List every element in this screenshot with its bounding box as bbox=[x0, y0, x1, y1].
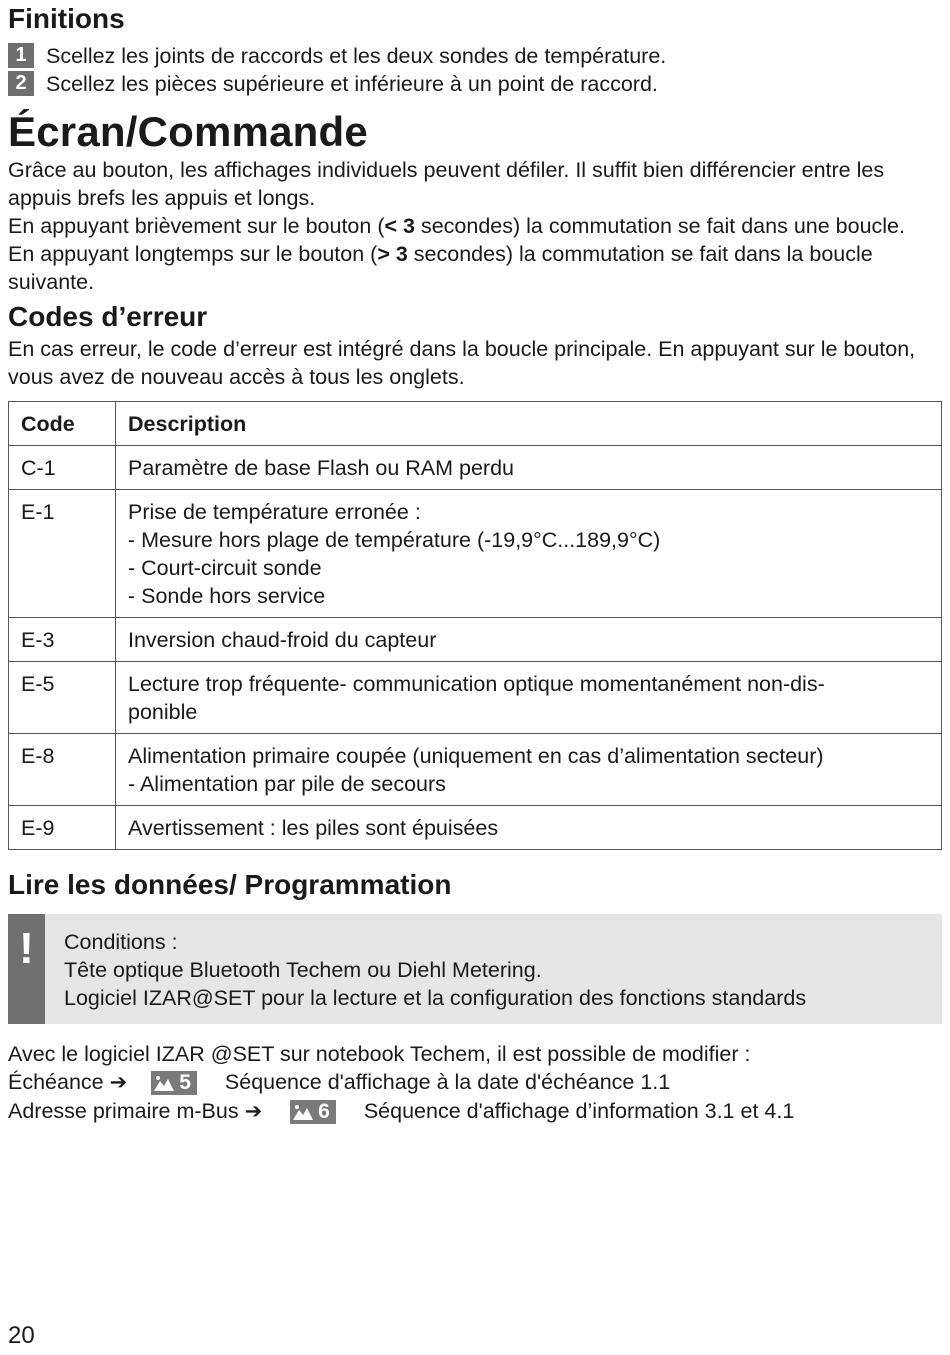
error-codes-table bbox=[8, 401, 942, 850]
step-number: 2 bbox=[8, 71, 34, 96]
step-text: Scellez les pièces supérieure et inférieure à un point de raccord. bbox=[46, 71, 658, 96]
error-code: E-5 bbox=[9, 662, 116, 734]
error-description: Prise de température erronée : - Mesure hors plage de température (-19,9°C...189,9°C) - Court-circuit sonde - Sonde hors service bbox=[116, 490, 942, 618]
error-code: C-1 bbox=[9, 446, 116, 490]
item-text: Séquence d'affichage d’information 3.1 et 4.1 bbox=[363, 1099, 795, 1124]
step-text: Scellez les joints de raccords et les deux sondes de température. bbox=[46, 43, 667, 68]
finitions-step-1 bbox=[8, 42, 942, 70]
item-text: Séquence d'affichage à la date d'échéance 1.1 bbox=[224, 1070, 671, 1095]
ecran-title: Écran/Commande bbox=[8, 107, 368, 155]
lire-title: Lire les données/ Programmation bbox=[8, 869, 452, 901]
note-line: Conditions : bbox=[64, 930, 178, 955]
finitions-steps bbox=[8, 42, 942, 98]
step-number: 1 bbox=[8, 43, 34, 68]
document-page bbox=[8, 0, 942, 1126]
note-text bbox=[64, 928, 806, 1012]
codes-intro: En cas erreur, le code d’erreur est intégré dans la boucle principale. En appuyant sur le bouton, vous avez de nouveau accès à tous les onglets. bbox=[8, 337, 916, 390]
table-row bbox=[9, 806, 942, 850]
error-code: E-8 bbox=[9, 734, 116, 806]
error-description: Inversion chaud-froid du capteur bbox=[116, 618, 942, 662]
table-row bbox=[9, 662, 942, 734]
error-description: Alimentation primaire coupée (uniquement en cas d’alimentation secteur) - Alimentation par pile de secours bbox=[116, 734, 942, 806]
error-code: E-1 bbox=[9, 490, 116, 618]
note-line: Logiciel IZAR@SET pour la lecture et la configuration des fonctions standards bbox=[64, 986, 807, 1011]
error-code: E-9 bbox=[9, 806, 116, 850]
table-row bbox=[9, 490, 942, 618]
error-code: E-3 bbox=[9, 618, 116, 662]
display-sequence-badge: 6 bbox=[290, 1100, 336, 1124]
table-row bbox=[9, 446, 942, 490]
arrow-right-icon: ➔ bbox=[109, 1071, 128, 1095]
table-row bbox=[9, 734, 942, 806]
lire-intro: Avec le logiciel IZAR @SET sur notebook Techem, il est possible de modifier : bbox=[8, 1042, 751, 1067]
error-description: Avertissement : les piles sont épuisées bbox=[116, 806, 942, 850]
item-label: Adresse primaire m-Bus bbox=[8, 1099, 239, 1124]
warning-bar bbox=[8, 914, 45, 1024]
lire-item-echeance bbox=[8, 1068, 942, 1097]
column-header-description: Description bbox=[116, 402, 942, 446]
error-description: Paramètre de base Flash ou RAM perdu bbox=[116, 446, 942, 490]
note-line: Tête optique Bluetooth Techem ou Diehl Metering. bbox=[64, 958, 542, 983]
item-label: Échéance bbox=[8, 1070, 104, 1095]
lire-item-adresse bbox=[8, 1097, 942, 1126]
image-icon bbox=[153, 1074, 175, 1092]
image-icon bbox=[292, 1103, 314, 1121]
ecran-paragraph-1: Grâce au bouton, les affichages individuels peuvent défiler. Il suffit bien différencier entre les appuis brefs les appuis et longs. bbox=[8, 157, 885, 210]
table-header-row bbox=[9, 402, 942, 446]
table-row bbox=[9, 618, 942, 662]
ecran-paragraph-3: En appuyant longtemps sur le bouton (> 3 secondes) la commutation se fait dans la boucle suivante. bbox=[8, 241, 873, 294]
finitions-title: Finitions bbox=[8, 3, 125, 34]
page-number: 20 bbox=[8, 1322, 35, 1349]
arrow-right-icon: ➔ bbox=[244, 1100, 263, 1124]
finitions-step-2 bbox=[8, 70, 942, 98]
conditions-note bbox=[8, 914, 942, 1024]
ecran-paragraph-2: En appuyant brièvement sur le bouton (< 3 secondes) la commutation se fait dans une boucle. bbox=[8, 213, 905, 238]
error-description: Lecture trop fréquente- communication optique momentanément non-dis- ponible bbox=[116, 662, 942, 734]
codes-title: Codes d’erreur bbox=[8, 300, 208, 332]
display-sequence-badge: 5 bbox=[151, 1071, 197, 1095]
exclamation-icon: ! bbox=[19, 924, 34, 974]
column-header-code: Code bbox=[9, 402, 116, 446]
